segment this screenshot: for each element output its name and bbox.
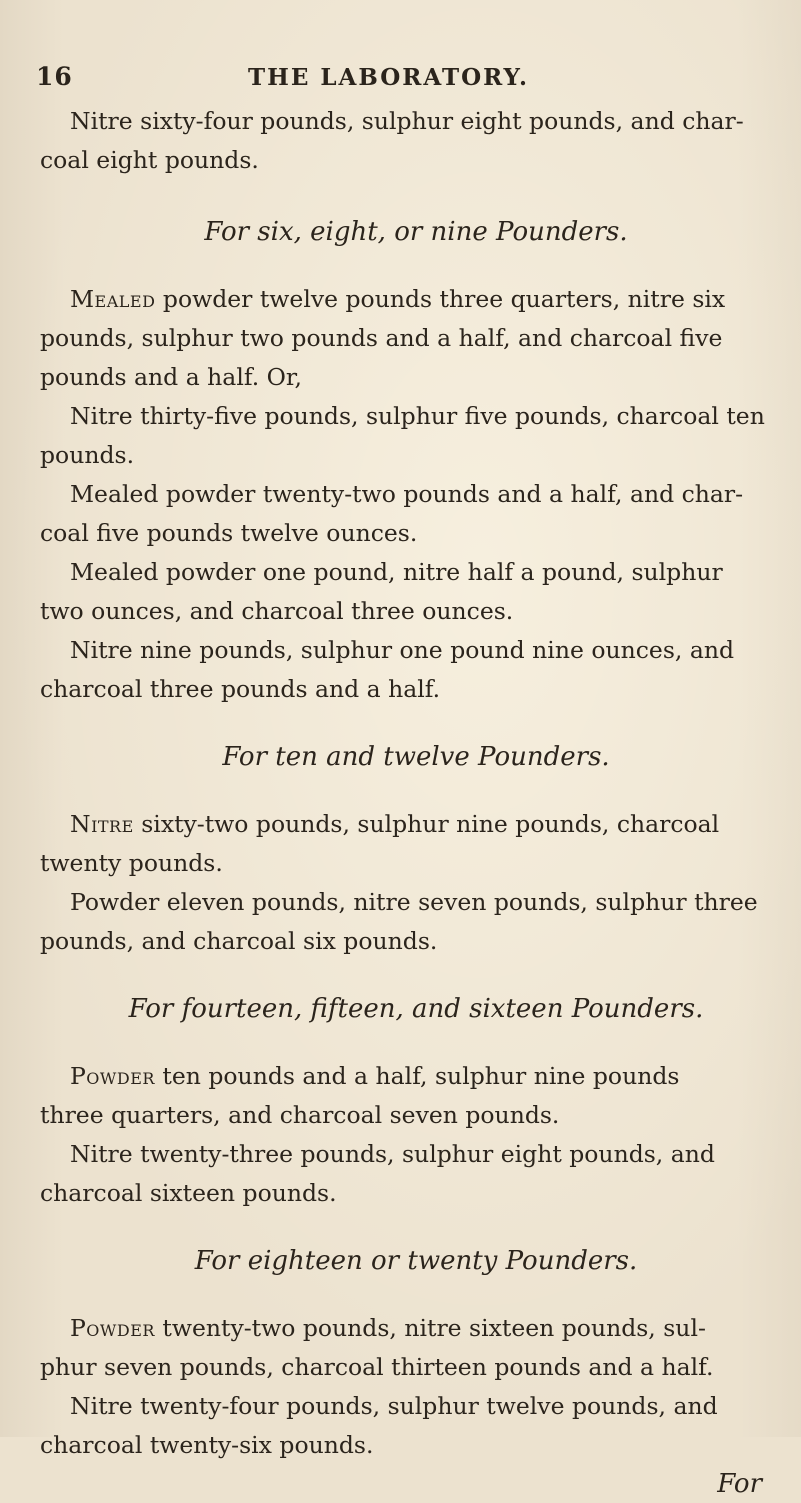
- paragraph: [40, 280, 792, 397]
- section-eighteen-twenty-pounders: [40, 1241, 792, 1503]
- text-line: phur seven pounds, charcoal thirteen pounds and a half.: [40, 1353, 714, 1381]
- text-line: three quarters, and charcoal seven pounds.: [40, 1101, 560, 1129]
- paragraph: [40, 397, 792, 475]
- text-run: powder twelve pounds three quarters, nitre six: [155, 285, 726, 313]
- page-number: 16: [36, 62, 73, 91]
- text-line: two ounces, and charcoal three ounces.: [40, 597, 514, 625]
- text-line: pounds, and charcoal six pounds.: [40, 927, 438, 955]
- text-line: charcoal three pounds and a half.: [40, 675, 441, 703]
- paragraph: [40, 553, 792, 631]
- text-line: Mealed powder twenty-two pounds and a half, and char-: [70, 480, 744, 508]
- text-run: twenty-two pounds, nitre sixteen pounds, sul-: [154, 1314, 706, 1342]
- text-line: twenty pounds.: [40, 849, 223, 877]
- text-run: ten pounds and a half, sulphur nine pounds: [154, 1062, 680, 1090]
- text-line: pounds, sulphur two pounds and a half, and charcoal five: [40, 324, 723, 352]
- lead-word: Powder: [70, 1314, 155, 1342]
- text-line: charcoal twenty-six pounds.: [40, 1431, 374, 1459]
- text-line: Nitre thirty-five pounds, sulphur five pounds, charcoal ten: [70, 402, 765, 430]
- text-line: [40, 1057, 792, 1096]
- paragraph: [40, 475, 792, 553]
- section-heading: For fourteen, fifteen, and sixteen Pounders.: [128, 994, 704, 1024]
- section-fourteen-fifteen-sixteen-pounders: [40, 989, 792, 1213]
- text-line: coal five pounds twelve ounces.: [40, 519, 418, 547]
- section-heading: For six, eight, or nine Pounders.: [204, 217, 628, 247]
- lead-word: Nitre: [70, 810, 134, 838]
- text-line: Nitre twenty-three pounds, sulphur eight pounds, and: [70, 1140, 715, 1168]
- running-head: [36, 62, 736, 96]
- section-six-eight-nine-pounders: [40, 212, 792, 709]
- text-line: Nitre twenty-four pounds, sulphur twelve pounds, and: [70, 1392, 718, 1420]
- paragraph: [40, 805, 792, 883]
- text-line: Mealed powder one pound, nitre half a pound, sulphur: [70, 558, 723, 586]
- paragraph: [40, 1387, 792, 1465]
- paragraph: [40, 1057, 792, 1135]
- text-line: Nitre nine pounds, sulphur one pound nine ounces, and: [70, 636, 735, 664]
- catchword: For: [717, 1469, 762, 1499]
- paragraph: [40, 883, 792, 961]
- running-title: THE LABORATORY.: [248, 64, 530, 91]
- paragraph: [40, 1135, 792, 1213]
- text-line: [40, 280, 792, 319]
- text-line: Nitre sixty-four pounds, sulphur eight pounds, and char-: [70, 107, 744, 135]
- lead-word: Mealed: [70, 285, 156, 313]
- text-line: [40, 1309, 792, 1348]
- text-run: sixty-two pounds, sulphur nine pounds, charcoal: [133, 810, 720, 838]
- body-text: [40, 102, 792, 1503]
- text-line: pounds and a half. Or,: [40, 363, 303, 391]
- paragraph: [40, 631, 792, 709]
- text-line: [40, 805, 792, 844]
- text-line: pounds.: [40, 441, 135, 469]
- section-ten-twelve-pounders: [40, 737, 792, 961]
- paragraph: [40, 102, 792, 180]
- lead-word: Powder: [70, 1062, 155, 1090]
- paragraph: [40, 1309, 792, 1387]
- section-heading: For eighteen or twenty Pounders.: [194, 1246, 638, 1276]
- section-intro: [40, 102, 792, 180]
- section-heading: For ten and twelve Pounders.: [222, 742, 610, 772]
- text-line: Powder eleven pounds, nitre seven pounds, sulphur three: [70, 888, 758, 916]
- text-line: charcoal sixteen pounds.: [40, 1179, 337, 1207]
- text-line: coal eight pounds.: [40, 146, 259, 174]
